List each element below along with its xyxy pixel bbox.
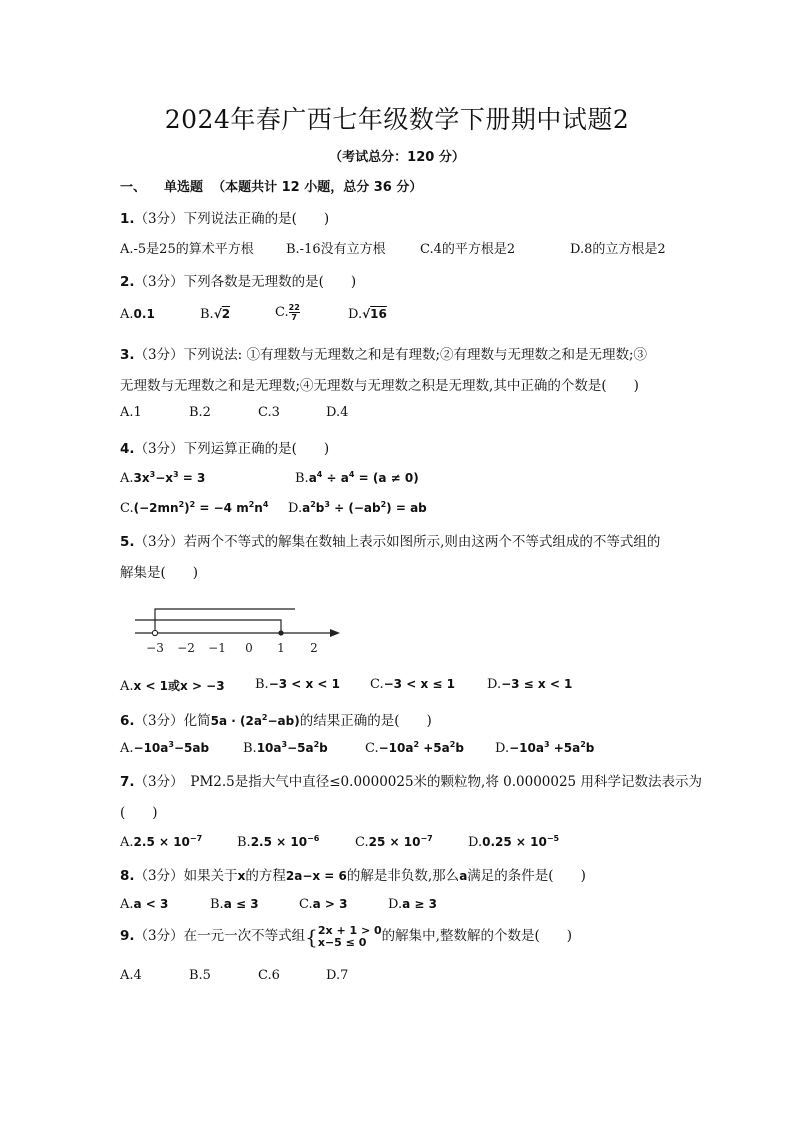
question-9-stem [120, 924, 572, 949]
option-d[interactable] [348, 307, 387, 322]
option-b[interactable] [243, 740, 328, 756]
option-label: C. [370, 677, 384, 692]
term: (−2mn [133, 501, 179, 515]
option-a[interactable]: A.1 [120, 405, 142, 420]
question-number: 1. [120, 211, 135, 227]
arrow-icon [330, 629, 340, 637]
term: 2.5 × 10 [250, 835, 308, 849]
option-label: D. [388, 897, 403, 912]
option-value [134, 741, 210, 755]
exponent: 3 [173, 470, 179, 479]
question-text-end: 的解集中,整数解的个数是( ) [381, 928, 572, 944]
denominator: 7 [291, 313, 297, 322]
exponent: −7 [189, 834, 203, 843]
term: −10a [509, 741, 544, 755]
option-label: C. [365, 741, 379, 756]
option-label: B. [210, 897, 224, 912]
option-d[interactable]: D.7 [326, 968, 349, 983]
question-text: （3分）下列说法正确的是( ) [134, 211, 330, 227]
option-value [251, 835, 320, 849]
option-value: −3 ≤ x < 1 [501, 677, 573, 691]
option-label: D. [487, 677, 502, 692]
term: 10a [256, 741, 282, 755]
term: +5a [549, 741, 581, 755]
option-a[interactable] [120, 470, 205, 486]
exponent: 2 [313, 740, 320, 749]
term: −10a [133, 741, 169, 755]
exponent: 2 [178, 500, 185, 509]
option-d[interactable] [468, 834, 559, 850]
option-a[interactable]: A.-5是25的算术平方根 [120, 242, 254, 257]
term: −5ab [173, 741, 210, 755]
option-c[interactable] [120, 500, 268, 516]
tick-label: −3 [146, 641, 164, 655]
option-b[interactable]: B.5 [189, 968, 211, 983]
option-d[interactable]: D.4 [326, 405, 349, 420]
option-label: D. [495, 741, 510, 756]
variable: x [237, 869, 246, 883]
term: a [308, 471, 317, 485]
variable: a [459, 869, 468, 883]
question-number: 4. [120, 441, 135, 457]
option-b[interactable]: B.2 [189, 405, 211, 420]
option-value [379, 741, 464, 755]
exponent: 2 [310, 500, 316, 509]
option-label: A. [120, 471, 134, 486]
question-2-stem [120, 270, 356, 290]
term: = 3 [178, 471, 206, 485]
option-label: A. [120, 307, 134, 322]
section-number: 一、 [120, 180, 147, 195]
option-c[interactable] [299, 897, 347, 912]
term: b [455, 741, 464, 755]
exponent: −7 [420, 834, 433, 843]
term: b [319, 741, 328, 755]
question-text: （3分）若两个不等式的解集在数轴上表示如图所示,则由这两个不等式组成的不等式组的 [134, 534, 661, 550]
option-d[interactable] [288, 500, 427, 516]
question-text: （3分）下列运算正确的是( ) [134, 441, 330, 457]
tick-label: 1 [277, 641, 285, 655]
brace-icon: { [305, 924, 318, 949]
question-3-stem-line2: 无理数与无理数之和是无理数;④无理数与无理数之积是无理数,其中正确的个数是( ) [120, 378, 639, 394]
option-value [134, 471, 206, 485]
term: 2.5 × 10 [133, 835, 190, 849]
option-label: A. [120, 835, 134, 850]
term: −10a [378, 741, 414, 755]
question-number: 6. [120, 713, 135, 729]
option-b[interactable] [255, 677, 340, 692]
option-value: 16 [370, 307, 387, 321]
exponent: 2 [261, 713, 268, 722]
term: 25 × 10 [368, 835, 421, 849]
exponent: 2 [189, 500, 196, 509]
option-label: C. [275, 305, 289, 320]
option-c[interactable] [370, 677, 455, 692]
tick-label: −1 [208, 641, 226, 655]
exponent: 2 [413, 740, 420, 749]
option-label: D. [468, 835, 483, 850]
option-a[interactable] [120, 740, 209, 756]
term: −5a [287, 741, 314, 755]
question-text: 的解是非负数,那么 [346, 868, 460, 884]
inequality: x−5 ≤ 0 [317, 935, 367, 949]
question-number: 2. [120, 274, 135, 290]
option-label: B. [243, 741, 257, 756]
option-value [369, 835, 433, 849]
option-value: a ≤ 3 [223, 897, 259, 911]
tick-label: −2 [177, 641, 195, 655]
term: 3x [133, 471, 150, 485]
term: ÷ a [322, 471, 349, 485]
option-label: D. [348, 307, 363, 322]
closed-dot-icon [278, 630, 283, 635]
option-label: A. [120, 679, 134, 694]
option-value: 2 [221, 307, 231, 321]
option-c[interactable]: C.4的平方根是2 [420, 242, 516, 257]
question-text: 的方程 [245, 868, 286, 884]
option-a[interactable]: A.4 [120, 968, 142, 983]
option-value [134, 501, 269, 515]
numerator: 22 [288, 303, 300, 312]
exponent: 3 [168, 740, 174, 749]
expression [211, 714, 300, 728]
solution-bracket-right [155, 609, 295, 633]
total-score-note: （考试总分：120 分） [329, 150, 465, 165]
fraction [289, 303, 300, 322]
option-label: B. [200, 307, 214, 322]
question-text: （3分）下列说法: ①有理数与无理数之和是有理数;②有理数与无理数之和是无理数;③ [134, 347, 648, 363]
option-b[interactable] [210, 897, 259, 912]
option-c[interactable] [275, 303, 300, 322]
option-value [134, 835, 203, 849]
option-value: a > 3 [312, 897, 348, 911]
exponent: 2 [248, 500, 255, 509]
term: n [254, 501, 263, 515]
option-label: A. [120, 897, 134, 912]
term: a [302, 501, 311, 515]
option-b[interactable] [295, 470, 419, 486]
option-value [482, 835, 559, 849]
option-d[interactable] [495, 740, 594, 756]
option-label: C. [299, 897, 313, 912]
question-number: 8. [120, 868, 135, 884]
option-value: a ≥ 3 [402, 897, 437, 911]
option-label: A. [120, 741, 134, 756]
exponent: 2 [580, 740, 586, 749]
page-title: 2024年春广西七年级数学下册期中试题2 [164, 105, 630, 134]
option-label: C. [120, 501, 134, 516]
inequality-system [318, 925, 382, 949]
option-d[interactable]: D.8的立方根是2 [570, 242, 666, 257]
term: b [315, 501, 325, 515]
equation: 2a−x = 6 [285, 869, 347, 883]
question-3-stem [120, 343, 647, 363]
option-c[interactable]: C.6 [258, 968, 280, 983]
option-value [309, 471, 419, 485]
term: = −4 m [195, 501, 249, 515]
exponent: 2 [449, 740, 456, 749]
exponent: 2 [380, 500, 387, 509]
option-b[interactable]: B.-16没有立方根 [286, 242, 386, 257]
question-number: 7. [120, 774, 135, 790]
question-number: 9. [120, 928, 135, 944]
section-description: （本题共计 12 小题，总分 36 分） [212, 180, 423, 195]
question-text-end: 满足的条件是( ) [467, 868, 586, 884]
question-text: （3分） PM2.5是指大气中直径≤0.0000025米的颗粒物,将 0.0000025 用科学记数法表示为 [134, 774, 702, 790]
option-label: B. [295, 471, 309, 486]
exponent: 3 [281, 740, 288, 749]
exponent: 4 [348, 470, 355, 479]
term: ÷ (−ab [329, 501, 381, 515]
option-value: −3 < x ≤ 1 [383, 677, 455, 691]
option-value: −3 < x < 1 [268, 677, 341, 691]
exponent: 4 [262, 500, 269, 509]
exponent: 3 [149, 470, 156, 479]
option-d[interactable] [388, 897, 437, 912]
sqrt-icon: √ [213, 307, 222, 321]
sqrt-icon: √ [362, 307, 371, 321]
term: = (a ≠ 0) [354, 471, 419, 485]
exponent: −5 [546, 834, 560, 843]
exponent: 3 [324, 500, 330, 509]
number-line [130, 600, 350, 660]
question-7-stem [120, 770, 702, 790]
option-label: B. [237, 835, 251, 850]
question-text: （3分）在一元一次不等式组 [134, 928, 306, 944]
term: −x [155, 471, 173, 485]
option-label: B. [255, 677, 269, 692]
exponent: −6 [307, 834, 320, 843]
question-5-stem-line2: 解集是( ) [120, 565, 199, 581]
question-6-stem [120, 709, 432, 729]
term: −ab) [267, 714, 300, 728]
question-text-end: 的结果正确的是( ) [299, 713, 432, 729]
term: +5a [419, 741, 450, 755]
option-value [302, 501, 427, 515]
option-value: 0.1 [133, 307, 155, 321]
option-value: x < 1或x > −3 [133, 679, 225, 693]
option-d[interactable] [487, 677, 572, 692]
exponent: 4 [316, 470, 323, 479]
option-c[interactable] [355, 834, 433, 850]
question-number: 3. [120, 347, 135, 363]
question-5-stem [120, 530, 660, 550]
question-text: （3分）化简 [134, 713, 211, 729]
option-label: D. [288, 501, 303, 516]
option-b[interactable] [237, 834, 319, 850]
option-a[interactable] [120, 677, 225, 694]
option-a[interactable] [120, 834, 202, 850]
question-text: （3分）如果关于 [134, 868, 238, 884]
term: 5a · (2a [210, 714, 262, 728]
option-c[interactable] [365, 740, 464, 756]
question-4-stem [120, 437, 329, 457]
section-name: 单选题 [164, 180, 204, 195]
question-text: （3分）下列各数是无理数的是( ) [134, 274, 357, 290]
tick-label: 2 [310, 641, 318, 655]
option-a[interactable] [120, 897, 168, 912]
term: 0.25 × 10 [482, 835, 547, 849]
question-7-stem-line2: ( ) [120, 805, 158, 821]
tick-label: 0 [245, 641, 253, 655]
question-8-stem [120, 864, 586, 884]
exponent: 3 [543, 740, 550, 749]
question-1-stem [120, 207, 329, 227]
option-label: C. [355, 835, 369, 850]
term: ) [184, 501, 190, 515]
option-value: a < 3 [133, 897, 169, 911]
option-a[interactable] [120, 307, 155, 322]
option-b[interactable] [200, 307, 230, 322]
section-heading [120, 176, 422, 195]
option-c[interactable]: C.3 [258, 405, 280, 420]
option-value [257, 741, 328, 755]
term: ) = ab [386, 501, 427, 515]
option-value [509, 741, 594, 755]
term: b [585, 741, 595, 755]
number-line-figure [130, 600, 350, 660]
inequality: 2x + 1 > 0 [317, 923, 382, 937]
question-number: 5. [120, 534, 135, 550]
open-dot-icon [152, 630, 157, 635]
